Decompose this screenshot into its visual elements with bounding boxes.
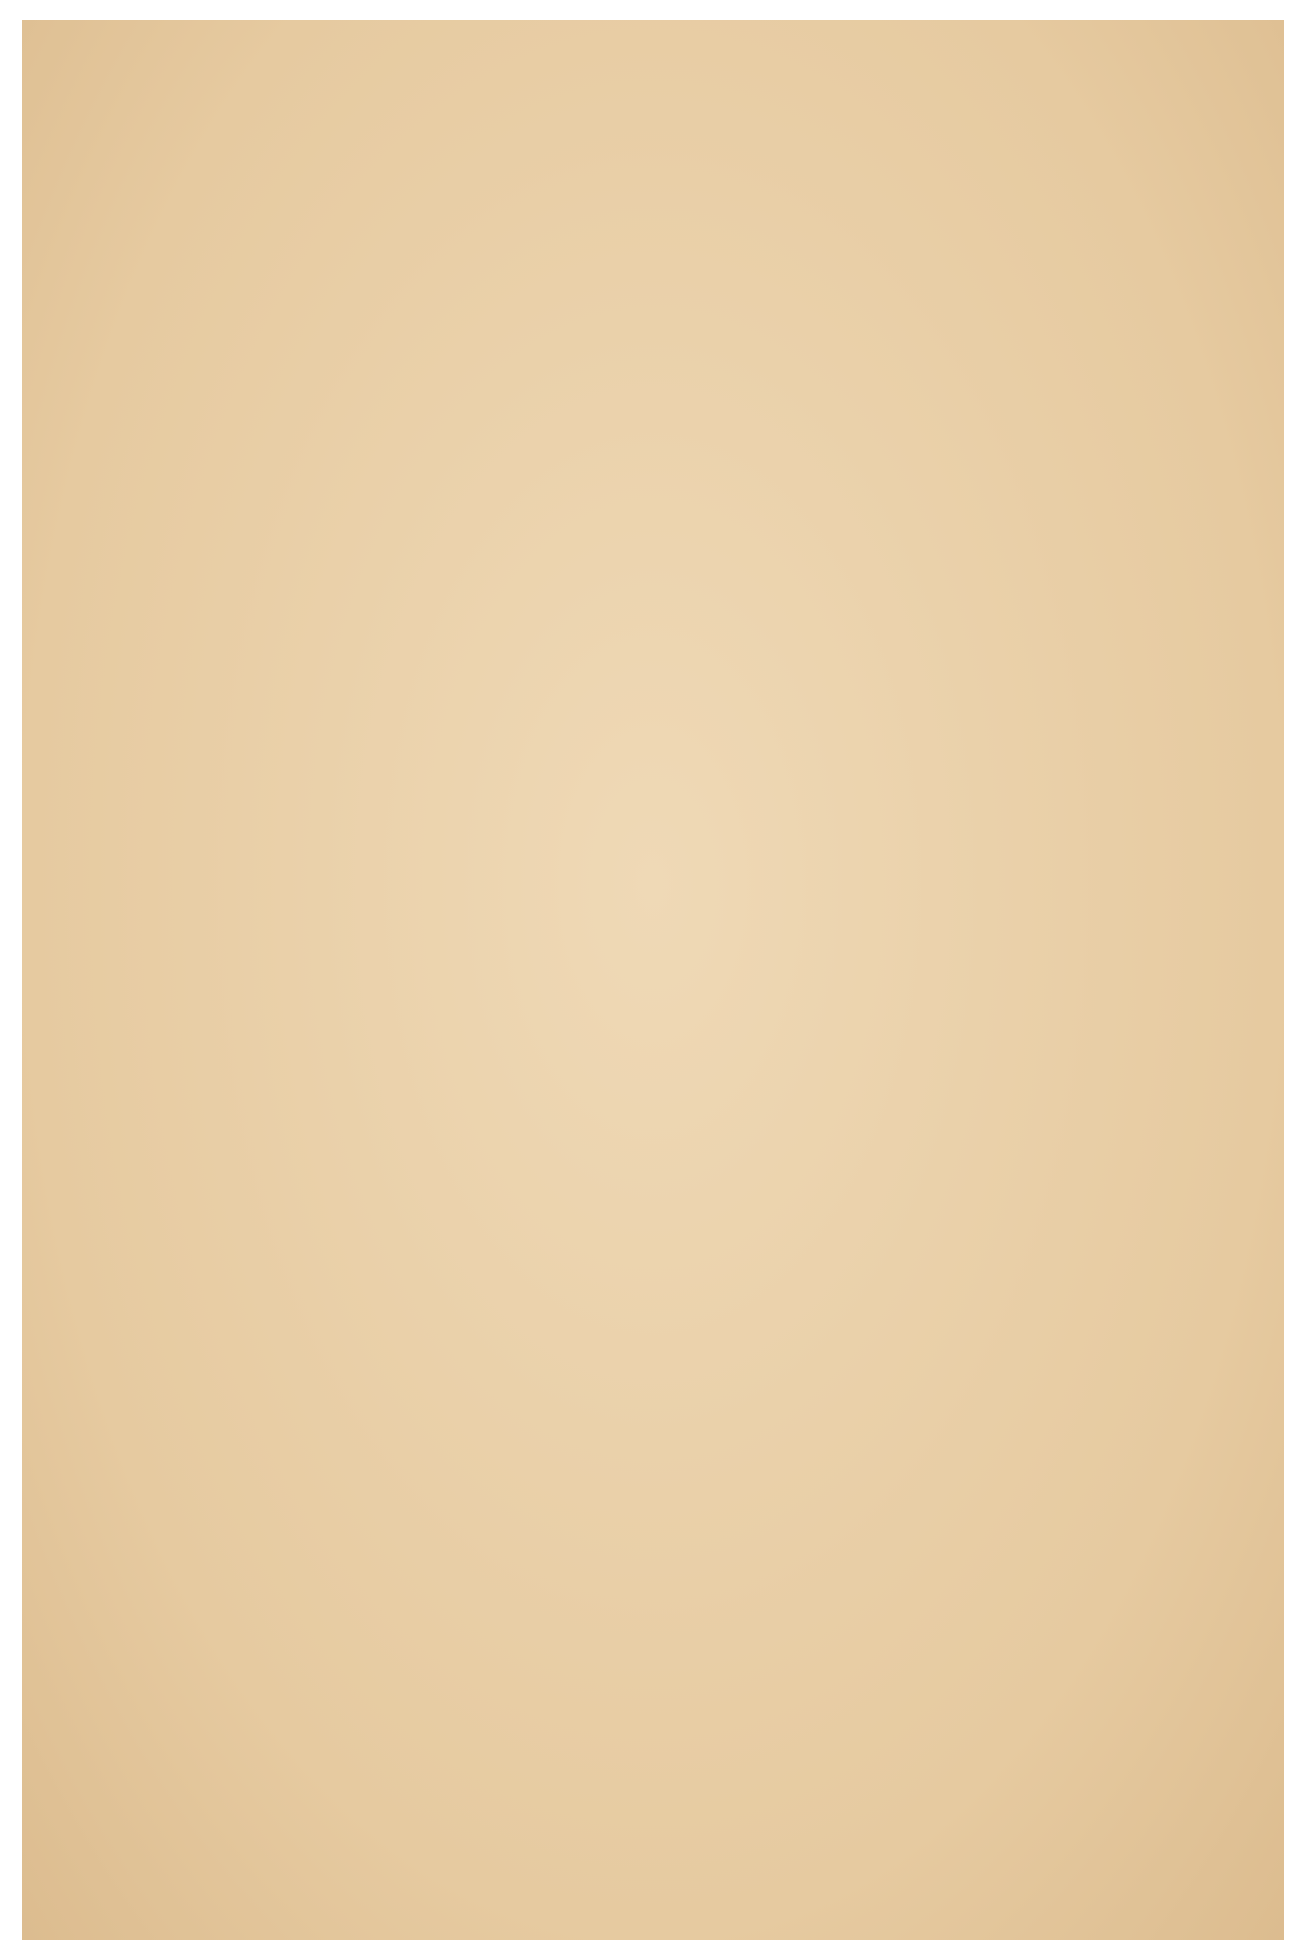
page [22, 20, 1284, 1940]
